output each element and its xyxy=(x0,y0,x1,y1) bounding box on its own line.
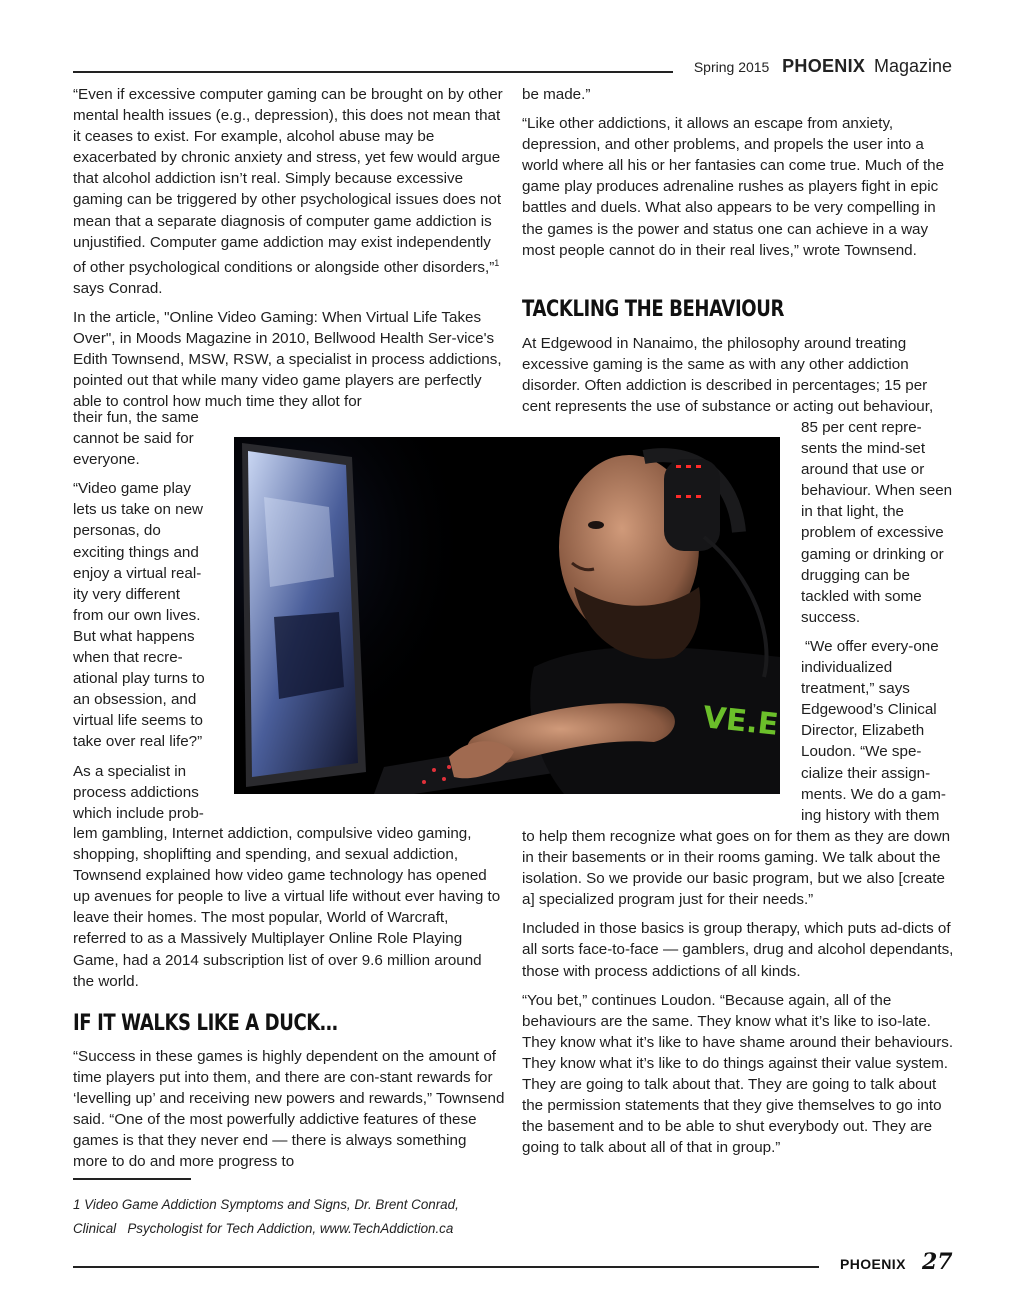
paragraph-specialist-b: lem gambling, Internet addiction, compulsive video gaming, shopping, shoplifting and spending, and sexual addiction, Townsend explained how video game technology has opened up avenues for people to live a virtual life without ever having to leave their homes. The most popular, World of Warcraft, referred to as a Massively Multiplayer Online Role Playing Game, had a 2014 subscription list of over 9.6 million around the world. xyxy=(73,825,501,990)
gamer-photo xyxy=(234,437,780,794)
heading-tackling-behaviour: TACKLING THE BEHAVIOUR xyxy=(522,297,784,322)
paragraph-townsend-intro-cont: their fun, the same cannot be said for everyone. xyxy=(73,409,199,469)
paragraph-townsend-intro: In the article, "Online Video Gaming: When Virtual Life Takes Over", in Moods Magazine in 2010, Bellwood Health Ser-vice's Edith Townsend, MSW, RSW, a specialist in process addictions, pointed out that while many video game players are perfectly able to control how much time they allot for xyxy=(73,309,502,411)
header-rule xyxy=(73,71,673,73)
magazine-brand: PHOENIX xyxy=(782,56,866,76)
paragraph-escape-quote: “Like other addictions, it allows an escape from anxiety, depression, and other problems, and propels the user into a world where all his or her fantasies can come true. Much of the game play produces adrenaline rushes as players fight in epic battles and duels. What also appears to be very compelling in the games is the power and status one can achieve in a way most people cannot do in their real lives,” wrote Townsend. xyxy=(522,115,945,259)
gamer-illustration xyxy=(234,437,780,794)
footnote-line-2: Clinical Psychologist for Tech Addiction, www.TechAddiction.ca xyxy=(73,1221,454,1236)
footer-rule xyxy=(73,1266,819,1268)
page-number: 27 xyxy=(922,1249,953,1275)
magazine-word: Magazine xyxy=(873,56,952,76)
left-column-top xyxy=(73,84,505,412)
paragraph-loudon-b: to help them recognize what goes on for them as they are down in their basements or in their rooms gaming. We talk about the isolation. So we provide our basic program, but we also [create a] specialized program just for their needs.” xyxy=(522,828,951,909)
paragraph-edgewood-b: 85 per cent repre-sents the mind-set around that use or behaviour. When seen in that light, the problem of excessive gaming or drinking or drugging can be tackled with some success. xyxy=(801,419,953,626)
paragraph-success-quote: “Success in these games is highly dependent on the amount of time players put into them, and there are con-stant rewards for ‘levelling up’ and receiving new powers and rewards,” Townsend said. “One of the most powerfully addictive features of these games is that they never end — there is always something more to do and more progress to xyxy=(73,1048,505,1171)
left-column-bottom xyxy=(73,823,505,1000)
paragraph-you-bet: “You bet,” continues Loudon. “Because again, all of the behaviours are the same. They know what it’s like to iso-late. They know what it’s like to have shame around their behaviours. They know what it’s like to do things against their value system. They are going to talk about that. They are going to talk about the permission statements that they give themselves to go into the basement and to be able to shut everybody out. They are going to talk about all of that in group.” xyxy=(522,991,954,1157)
footnote-line-1: 1 Video Game Addiction Symptoms and Signs, Dr. Brent Conrad, xyxy=(73,1197,459,1212)
right-column-bottom xyxy=(522,826,954,1166)
footnote xyxy=(73,1193,523,1241)
left-column-end xyxy=(73,1046,505,1181)
shirt-print: VE.E xyxy=(701,700,780,743)
issue-season: Spring 2015 xyxy=(693,59,770,75)
headset-earcup xyxy=(664,459,720,551)
heading-walks-like-duck: IF IT WALKS LIKE A DUCK… xyxy=(73,1011,338,1036)
paragraph-loudon-a: “We offer every-one individualized treatment,” says Edgewood’s Clinical Director, Elizabeth Loudon. “We spe-cialize their assign-ments. We do a gam-ing history with them xyxy=(801,637,946,824)
left-column-wrap xyxy=(73,407,213,824)
footnote-rule xyxy=(73,1178,191,1180)
paragraph-conrad-quote: “Even if excessive computer gaming can be brought on by other mental health issues (e.g., depression), this does not mean that it ceases to exist. For example, alcohol abuse may be exacerbated by chronic anxiety and stress, yet few would argue that alcohol addiction isn’t real. Simply because excessive gaming can be triggered by other psychological issues does not mean that a separate diagnosis of computer game addiction is unjustified. Computer game addiction may exist independently of other psychological conditions or alongside other disorders,”$^1$ says Conrad. xyxy=(73,86,503,297)
paragraph-virtual-life-quote: “Video game play lets us take on new personas, do exciting things and enjoy a virtual real-ity very different from our own lives. But what happens when that recre-ational play turns to an obsession, and virtual life seems to take over real life?” xyxy=(73,480,205,751)
paragraph-edgewood-a: At Edgewood in Nanaimo, the philosophy around treating excessive gaming is the same as with any other addiction disorder. Often addiction is described in percentages; 15 per cent represents the use of substance or acting out behaviour, xyxy=(522,335,934,416)
paragraph-specialist-a: As a specialist in process addictions which include prob- xyxy=(73,762,204,822)
paragraph-group-therapy: Included in those basics is group therapy, which puts ad-dicts of all sorts face-to-face — gamblers, drug and alcohol dependants, those with process addictions of all kinds. xyxy=(522,920,954,980)
footer-brand: PHOENIX xyxy=(840,1256,906,1272)
right-column-top xyxy=(522,84,954,269)
footnote-ref: 1 xyxy=(494,257,500,268)
right-column-wrap xyxy=(801,417,953,826)
paragraph-be-made: be made.” xyxy=(522,86,591,103)
running-header xyxy=(694,56,952,77)
right-column-mid xyxy=(522,333,954,417)
